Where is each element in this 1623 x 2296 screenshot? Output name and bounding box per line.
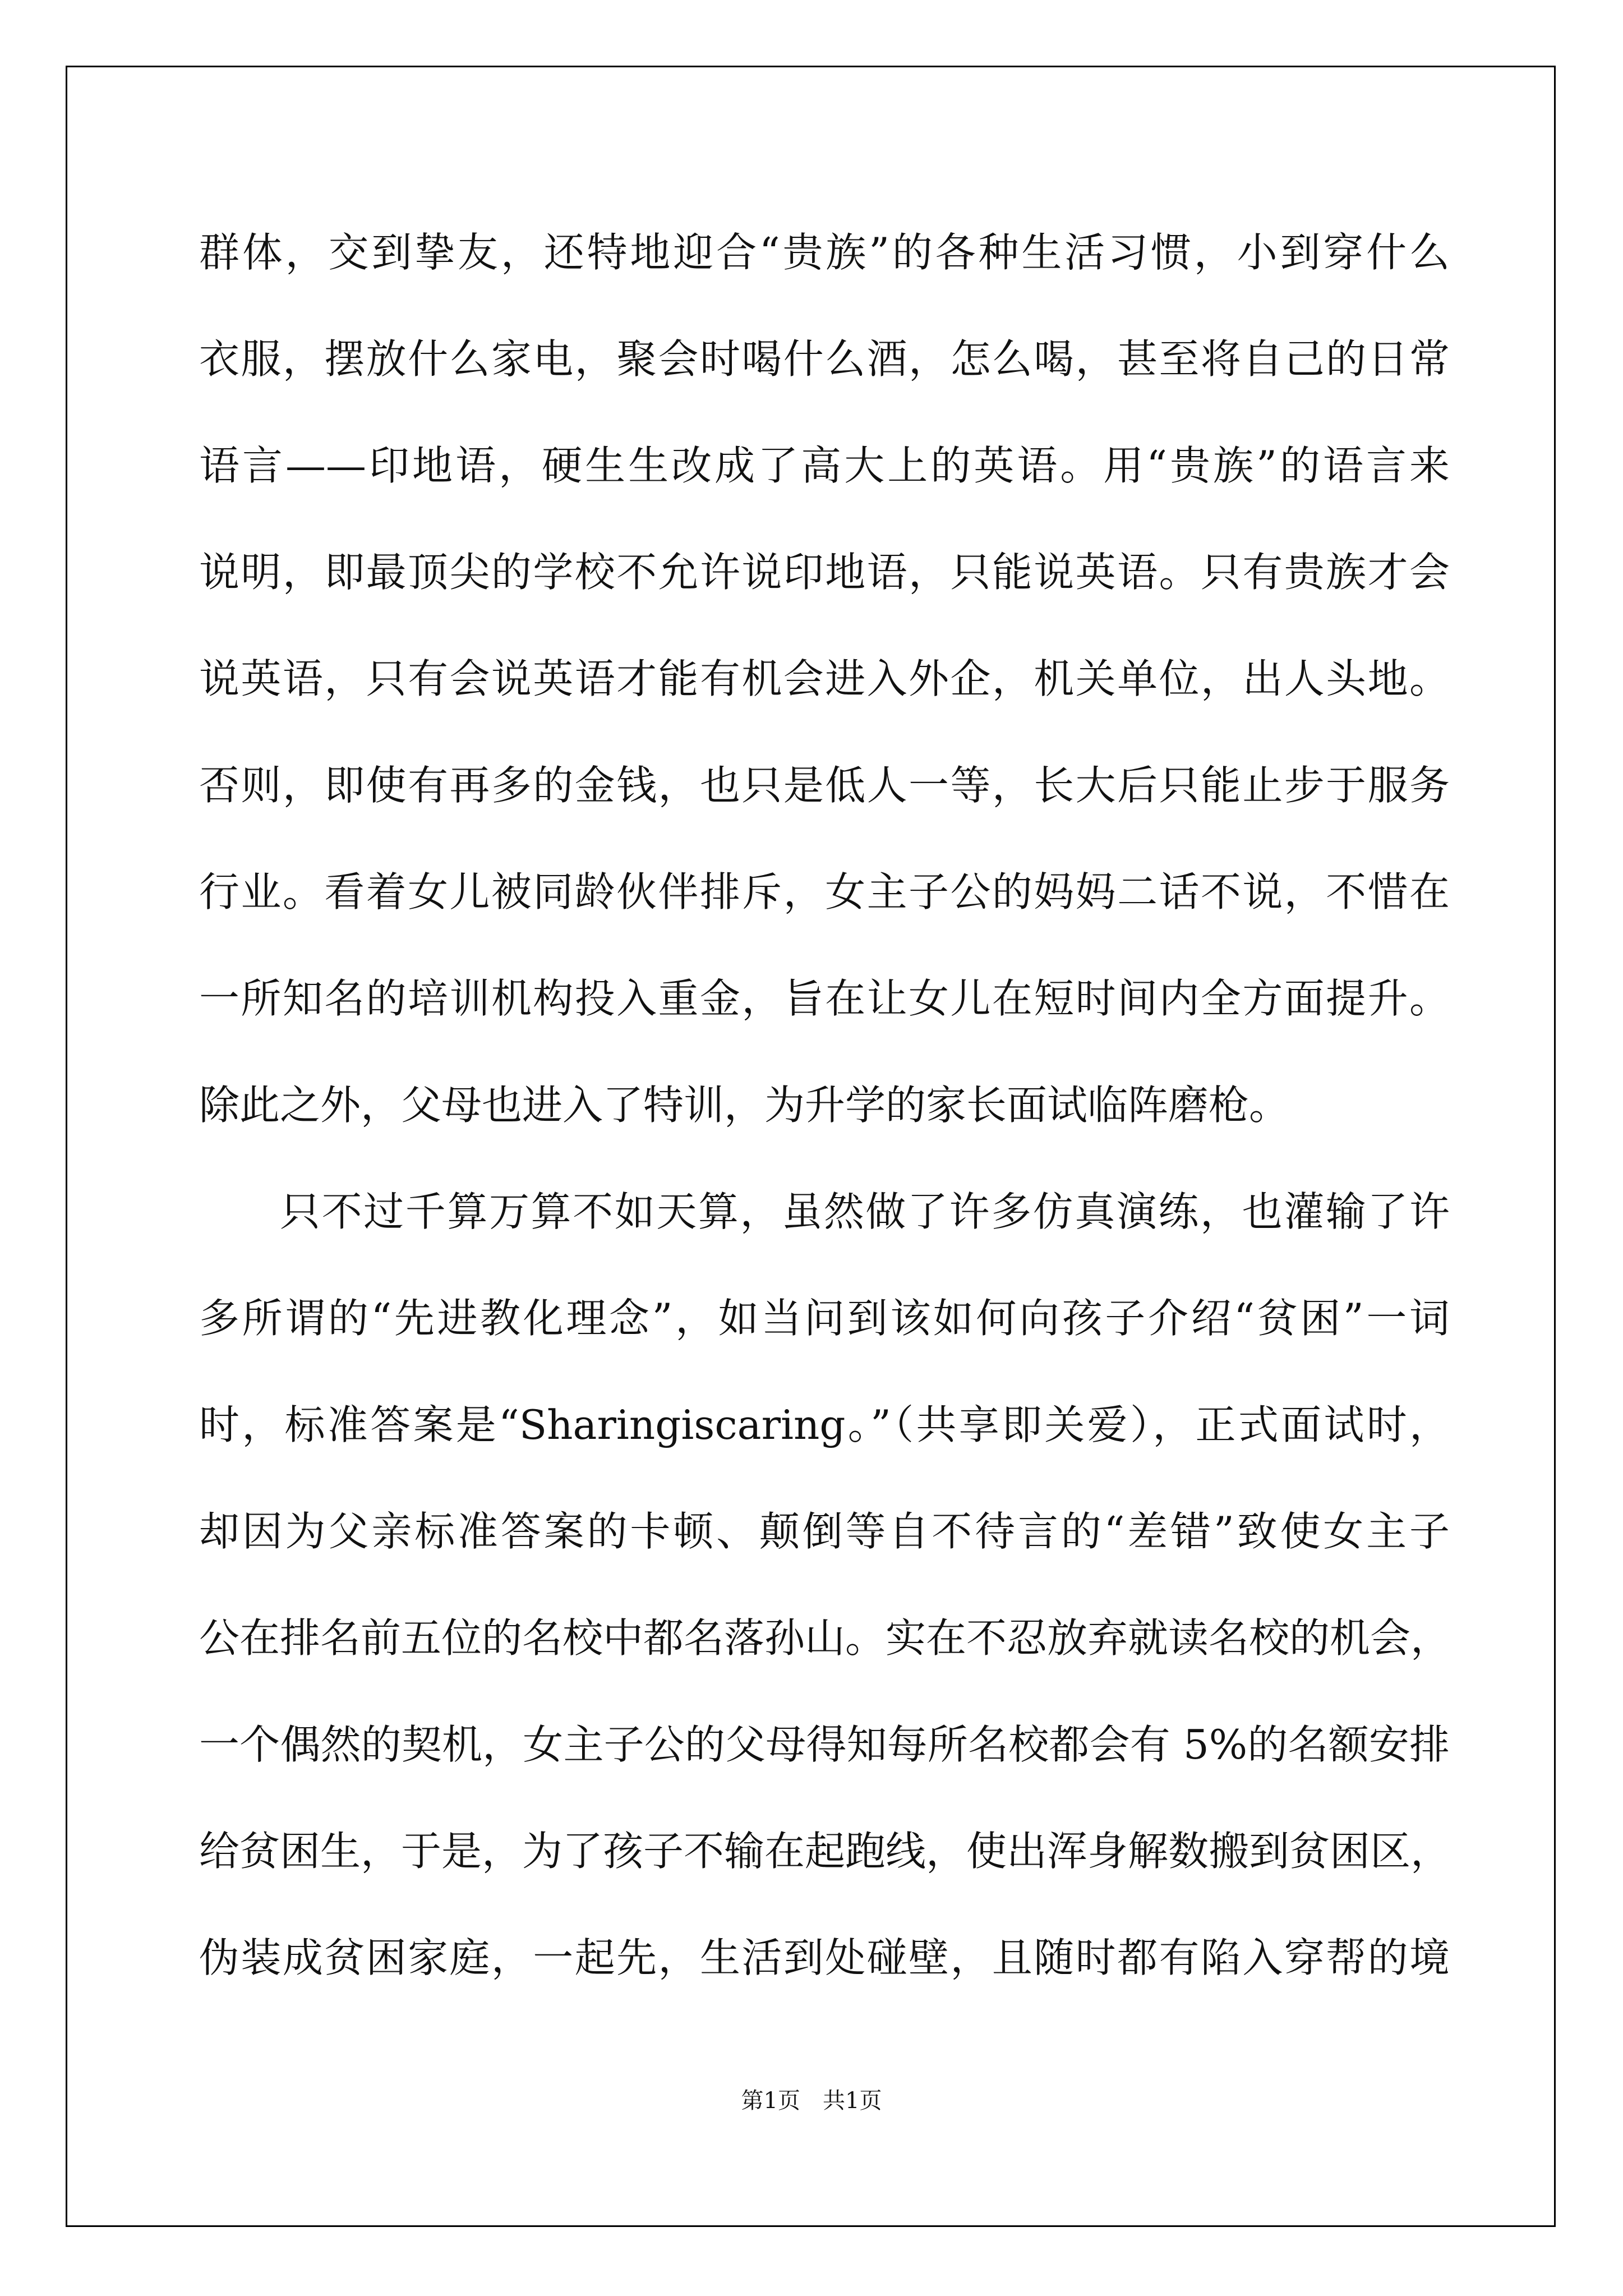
text-line: 多所谓的“先进教化理念”，如当问到该如何向孩子介绍“贫困”一词: [199, 1295, 1450, 1342]
document-body: [199, 199, 1450, 2011]
text-line: 群体，交到挚友，还特地迎合“贵族”的各种生活习惯，小到穿什么: [199, 229, 1450, 276]
text-line: 行业。看着女儿被同龄伙伴排斥，女主子公的妈妈二话不说，不惜在: [199, 868, 1450, 915]
text-line: 伪装成贫困家庭，一起先，生活到处碰壁，且随时都有陷入穿帮的境: [199, 1934, 1450, 1981]
text-line: 一所知名的培训机构投入重金，旨在让女儿在短时间内全方面提升。: [199, 975, 1450, 1022]
text-line: 一个偶然的契机，女主子公的父母得知每所名校都会有 5%的名额安排: [199, 1721, 1450, 1768]
text-line: 说英语，只有会说英语才能有机会进入外企，机关单位，出人头地。: [199, 655, 1450, 702]
text-line: 公在排名前五位的名校中都名落孙山。实在不忍放弃就读名校的机会，: [199, 1614, 1451, 1662]
text-line: 时，标准答案是“Sharingiscaring。”（共享即关爱），正式面试时，: [199, 1401, 1450, 1448]
page-number-footer: 第1页 共1页: [741, 2088, 882, 2114]
text-line: 除此之外，父母也进入了特训，为升学的家长面试临阵磨枪。: [199, 1082, 1290, 1129]
text-line: 说明，即最顶尖的学校不允许说印地语，只能说英语。只有贵族才会: [199, 549, 1450, 596]
text-line: 只不过千算万算不如天算，虽然做了许多仿真演练，也灌输了许: [280, 1188, 1450, 1235]
text-line: 衣服，摆放什么家电，聚会时喝什么酒，怎么喝，甚至将自己的日常: [199, 335, 1450, 383]
text-line: 语言——印地语，硬生生改成了高大上的英语。用“贵族”的语言来: [199, 442, 1450, 489]
text-line: 否则，即使有再多的金钱，也只是低人一等，长大后只能止步于服务: [199, 762, 1450, 809]
text-line: 却因为父亲标准答案的卡顿、颠倒等自不待言的“差错”致使女主子: [199, 1508, 1450, 1555]
text-line: 给贫困生，于是，为了孩子不输在起跑线，使出浑身解数搬到贫困区，: [199, 1828, 1451, 1875]
